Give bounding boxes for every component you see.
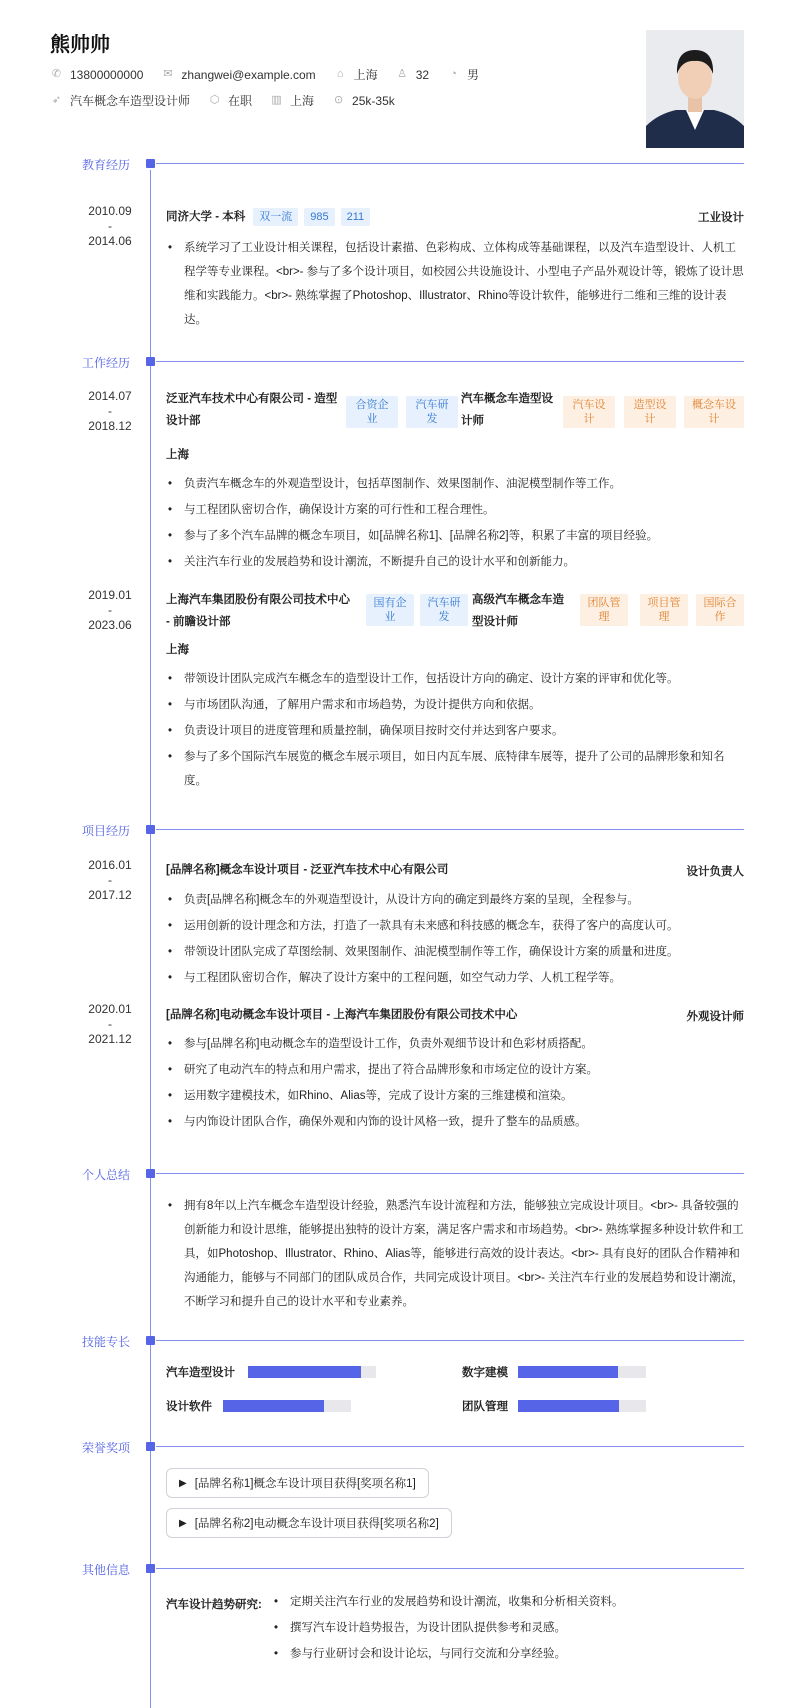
work-bullet: • 负责汽车概念车的外观造型设计，包括草图制作、效果图制作、油泥模型制作等工作。 [166,472,744,496]
city-text: 上海 [290,94,315,108]
edu-tag: 211 [341,208,371,226]
other-bullet: • 定期关注汽车行业的发展趋势和设计潮流，收集和分析相关资料。 [272,1590,624,1614]
skill-name: 汽车造型设计 [166,1367,235,1379]
play-icon: ▶ [179,1477,187,1489]
age-text: 32 [415,67,430,82]
project-title: [品牌名称]电动概念车设计项目 - 上海汽车集团股份有限公司技术中心 [166,1009,518,1021]
company-tag: 汽车研发 [406,396,458,428]
email-item [161,68,315,82]
company-tag: 国有企业 [366,594,414,626]
skill-name: 团队管理 [462,1401,508,1413]
section-divider [156,1173,744,1174]
company-tag: 合资企业 [346,396,398,428]
section-divider [156,163,744,164]
date-end: 2023.06 [88,618,132,632]
location-text: 上海 [353,68,378,82]
skill-name: 数字建模 [462,1367,508,1379]
work-bullet: • 参与了多个国际汽车展览的概念车展示项目，如日内瓦车展、底特律车展等，提升了公司的品牌形象和知名度。 [166,745,744,793]
section-title-work: 工作经历 [82,356,131,370]
date-start: 2014.07 [88,389,132,403]
date-end: 2014.06 [88,234,132,248]
home-icon: ⌂ [336,68,344,80]
award-item[interactable] [166,1508,452,1538]
skill-name: 设计软件 [166,1401,212,1413]
gender-text: 男 [467,68,480,82]
award-text: [品牌名称1]概念车设计项目获得[奖项名称1] [194,1478,416,1490]
date-start: 2016.01 [88,858,132,872]
section-divider [156,829,744,830]
section-title-projects: 项目经历 [82,824,131,838]
section-marker [146,1336,155,1345]
mail-icon: ✉ [163,68,173,80]
date-separator: - [108,603,112,617]
other-label: 汽车设计趋势研究: [166,1599,262,1611]
job-text: 汽车概念车造型设计师 [70,94,191,108]
company-tag: 汽车研发 [420,594,468,626]
age-item [396,68,429,82]
project-role: 设计负责人 [686,866,744,878]
date-separator: - [108,219,112,233]
work-date [70,588,150,633]
section-title-other: 其他信息 [82,1563,131,1577]
skill-tag: 团队管理 [580,594,628,626]
candidate-name: 熊帅帅 [50,34,110,56]
status-item [208,92,252,109]
skill-tag: 国际合作 [696,594,744,626]
salary-icon: ⊙ [333,94,344,106]
skill-tag: 概念车设计 [684,396,744,428]
section-divider [156,361,744,362]
project-date [70,858,150,903]
phone-item [50,68,143,82]
skill-bar [518,1400,646,1412]
gender-icon: ◔ [450,68,457,80]
date-end: 2018.12 [88,419,132,433]
other-bullet: • 撰写汽车设计趋势报告，为设计团队提供参考和灵感。 [272,1616,566,1640]
section-title-education: 教育经历 [82,158,131,172]
project-date [70,1002,150,1047]
edu-header [166,206,370,228]
building-icon: ▥ [271,94,282,106]
project-bullet: • 研究了电动汽车的特点和用户需求，提出了符合品牌形象和市场定位的设计方案。 [166,1058,744,1082]
other-bullet: • 参与行业研讨会和设计论坛，与同行交流和分享经验。 [272,1642,566,1666]
position-title: 汽车概念车造型设计师 [461,393,553,427]
company-name: 上海汽车集团股份有限公司技术中心 - 前瞻设计部 [166,594,350,628]
edu-tag: 985 [304,208,334,226]
date-separator: - [108,404,112,418]
section-marker [146,1169,155,1178]
section-title-honors: 荣誉奖项 [82,1441,131,1455]
section-divider [156,1446,744,1447]
skill-bar [518,1366,646,1378]
award-item[interactable] [166,1468,429,1498]
date-end: 2017.12 [88,888,132,902]
phone-icon: ✆ [51,68,62,80]
date-start: 2010.09 [88,204,132,218]
phone-text: 13800000000 [70,67,144,82]
work-bullet: • 与工程团队密切合作，确保设计方案的可行性和工程合理性。 [166,498,744,522]
play-icon: ▶ [179,1517,187,1529]
section-marker [146,1564,155,1573]
company-name: 泛亚汽车技术中心有限公司 - 造型设计部 [166,393,338,427]
work-date [70,389,150,434]
work-bullet: • 带领设计团队完成汽车概念车的造型设计工作，包括设计方向的确定、设计方案的评审和优化等。 [166,667,744,691]
project-bullet: • 负责[品牌名称]概念车的外观造型设计，从设计方向的确定到最终方案的呈现，全程参与。 [166,888,744,912]
project-bullet: • 参与[品牌名称]电动概念车的造型设计工作，负责外观细节设计和色彩材质搭配。 [166,1032,744,1056]
job-item [50,92,190,109]
city-item [270,92,314,109]
email-text: zhangwei@example.com [181,67,316,82]
skill-bar [223,1400,351,1412]
skill-bar-fill [518,1366,618,1378]
date-start: 2019.01 [88,588,132,602]
date-separator: - [108,873,112,887]
work-bullet: • 与市场团队沟通，了解用户需求和市场趋势，为设计提供方向和依据。 [166,693,744,717]
status-text: 在职 [228,94,253,108]
edu-tag: 双一流 [253,208,298,226]
skill-bar-fill [223,1400,324,1412]
avatar-photo [646,30,744,148]
summary-text: • 拥有8年以上汽车概念车造型设计经验，熟悉汽车设计流程和方法，能够独立完成设计项目。<br>- 具备较强的创新能力和设计思维，能够提出独特的设计方案，满足客户需求和市场趋势。<br>- 熟练掌握多种设计软件和工具，如Photoshop、Illustrator、Rhino、Alias等，能够进行高效的设计表达。<br>- 具有良好的团队合作精神和沟通能力，能够与不同部门的团队成员合作，共同完成设计项目。<br>- 关注汽车行业的发展趋势和设计潮流，不断学习和提升自己的设计水平和专业素养。 [166,1194,744,1314]
school-name: 同济大学 - 本科 [166,211,246,223]
section-divider [156,1340,744,1341]
skill-tag: 造型设计 [624,396,676,428]
edu-major: 工业设计 [698,212,744,224]
work-city: 上海 [166,644,189,656]
edu-date [70,204,150,249]
work-bullet: • 参与了多个汽车品牌的概念车项目，如[品牌名称1]、[品牌名称2]等，积累了丰富的项目经验。 [166,524,744,548]
send-icon: ➶ [51,94,62,106]
date-end: 2021.12 [88,1032,132,1046]
skill-tag: 项目管理 [640,594,688,626]
section-marker [146,159,155,168]
position-title: 高级汽车概念车造型设计师 [472,594,564,628]
gender-item [447,66,479,83]
work-city: 上海 [166,449,189,461]
project-bullet: • 带领设计团队完成了草图绘制、效果图制作、油泥模型制作等工作，确保设计方案的质量和进度。 [166,940,744,964]
status-icon: ⬡ [209,94,220,106]
cake-icon: ♙ [397,68,408,80]
job-row [50,92,413,109]
timeline-line [150,170,151,1708]
salary-item [332,94,395,108]
section-marker [146,825,155,834]
edu-description: • 系统学习了工业设计相关课程，包括设计素描、色彩构成、立体构成等基础课程，以及汽车造型设计、人机工程学等专业课程。<br>- 参与了多个设计项目，如校园公共设施设计、小型电子产品外观设计等，锻炼了设计思维和实践能力。<br>- 熟练掌握了Photoshop、Illustrator、Rhino等设计软件，能够进行二维和三维的设计表达。 [166,236,744,332]
project-bullet: • 与内饰设计团队合作，确保外观和内饰的设计风格一致，提升了整车的品质感。 [166,1110,744,1134]
contact-row [50,66,497,83]
location-item [334,66,378,83]
project-title: [品牌名称]概念车设计项目 - 泛亚汽车技术中心有限公司 [166,864,449,876]
avatar-illustration [646,30,744,148]
skill-bar-fill [518,1400,619,1412]
project-bullet: • 运用创新的设计理念和方法，打造了一款具有未来感和科技感的概念车，获得了客户的高度认可。 [166,914,744,938]
date-start: 2020.01 [88,1002,132,1016]
skill-bar-fill [248,1366,361,1378]
project-bullet: • 与工程团队密切合作，解决了设计方案中的工程问题，如空气动力学、人机工程学等。 [166,966,744,990]
work-bullet: • 关注汽车行业的发展趋势和设计潮流，不断提升自己的设计水平和创新能力。 [166,550,744,574]
skill-tag: 汽车设计 [563,396,615,428]
salary-text: 25k-35k [352,93,395,108]
award-text: [品牌名称2]电动概念车设计项目获得[奖项名称2] [194,1518,439,1530]
work-bullet: • 负责设计项目的进度管理和质量控制，确保项目按时交付并达到客户要求。 [166,719,744,743]
project-role: 外观设计师 [686,1011,744,1023]
section-divider [156,1568,744,1569]
section-marker [146,1442,155,1451]
section-marker [146,357,155,366]
project-bullet: • 运用数字建模技术，如Rhino、Alias等，完成了设计方案的三维建模和渲染。 [166,1084,744,1108]
section-title-skills: 技能专长 [82,1335,131,1349]
date-separator: - [108,1017,112,1031]
skill-bar [248,1366,376,1378]
section-title-summary: 个人总结 [82,1168,131,1182]
